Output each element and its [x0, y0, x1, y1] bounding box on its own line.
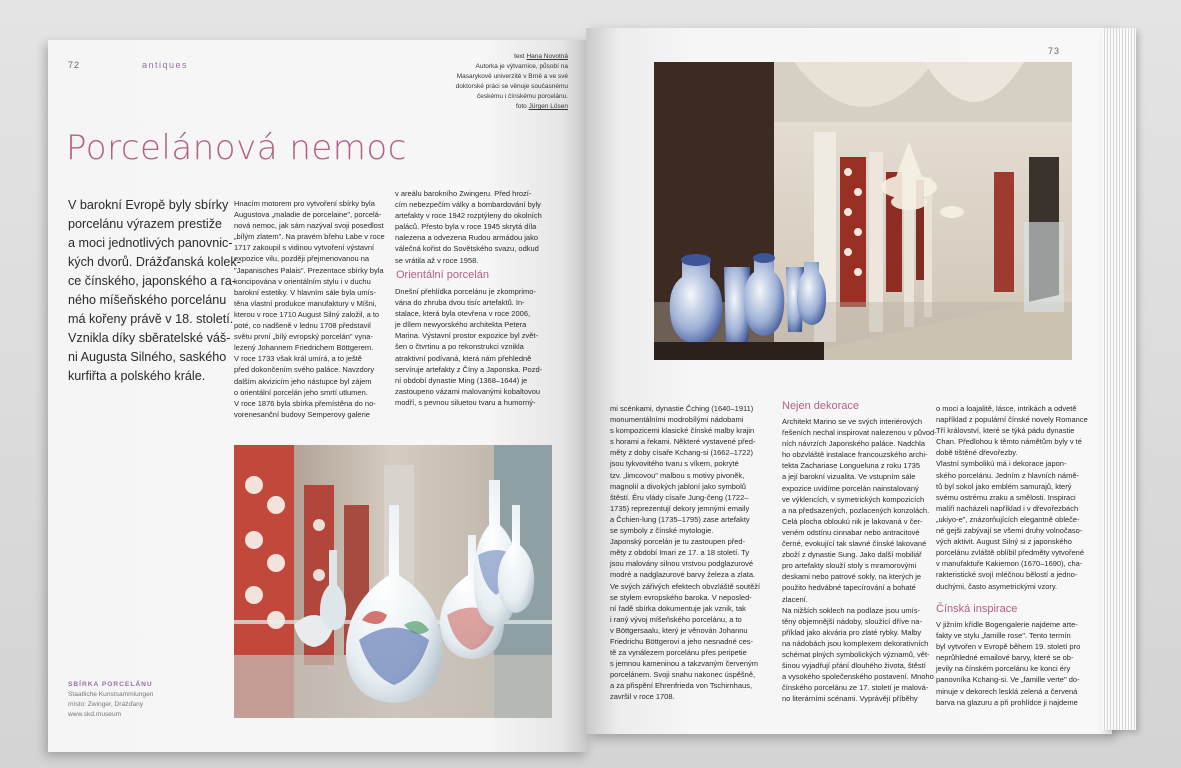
text-line: V roce 1876 byla sbírka přemístěna do no- [234, 398, 376, 408]
text-line: artefakty v roce 1942 rozptýleny do okolních [395, 211, 542, 221]
text-line: jsou malovány silnou vrstvou podglazurové [610, 559, 753, 569]
text-line: byl vytvořen v Evropě během 19. století pro [936, 642, 1081, 652]
text-line: ského porcelánu. Jedním z hlavních námě- [936, 470, 1079, 480]
text-line: vorenesanční budovy Semperovy galerie [234, 409, 370, 419]
text-line: završil v roce 1708. [610, 692, 675, 702]
text-line: koncipována v orientálním stylu i v duchu [234, 276, 371, 286]
text-line: s kompozicemi klasické čínské malby krajin [610, 426, 755, 436]
text-line: době tištěné dřevořezby. [936, 448, 1018, 458]
text-line: i raný vývoj míšeňského porcelánu, a to [610, 614, 742, 624]
text-line: lezený Johannem Friedrichem Böttgerem. [234, 343, 374, 353]
text-line: duchými, často asymetrickými vzory. [936, 581, 1058, 591]
text-line: modré a nadglazurové barvy železa a zlata. [610, 570, 756, 580]
text-line: štěstí. Éru vlády císaře Jung-čeng (1722– [610, 492, 749, 502]
text-line: měty z doby císaře Kchang-si (1662–1722) [610, 448, 753, 458]
text-line: schémat plných symbolických významů, vět- [782, 649, 930, 659]
text-line: nalezena a odvezena Rudou armádou jako [395, 233, 539, 243]
text-line: 1735) reprezentují dekory jemnými emaily [610, 503, 750, 513]
author-line [418, 52, 568, 62]
body-column-3-bottom [395, 286, 545, 408]
lead-line: ného míšeňského porcelánu [68, 293, 227, 307]
page-number-right: 73 [1048, 46, 1061, 56]
text-line: Chan. Předlohou k těmto námětům byly v té [936, 437, 1082, 447]
text-line: v areálu barokního Zwingeru. Před hrozí- [395, 189, 532, 198]
text-line: veném odstínu cinnabar nebo antracitové [782, 527, 920, 537]
text-line: Hnacím motorem pro vytvoření sbírky byla [234, 199, 375, 208]
text-line: nová nemoc, jak sám nazýval svoji posedlost [234, 221, 384, 231]
photo-label: foto [515, 103, 527, 110]
text-line: deskami nebo patrové sokly, na kterých je [782, 572, 922, 582]
text-line: Tří království, které se týká pádu dynastie [936, 426, 1075, 436]
text-line: se stylem evropského baroka. V neposled- [610, 592, 752, 602]
text-line: a vysokého společenského postavení. Mnoho [782, 672, 934, 682]
text-line: na nádobách jsou komplexem dekorativních [782, 638, 929, 648]
text-line: černé, evokující tak slavné čínské lakované [782, 539, 927, 549]
vases-photo [234, 445, 552, 718]
text-line: Augustova „maladie de porcelaine", porcelá- [234, 210, 382, 220]
page-stack-edges [1102, 28, 1136, 730]
text-line: válečná kořist do Sovětského svazu, odkud [395, 244, 539, 254]
text-line: a Čchien-lung (1735–1795) zase artefakty [610, 514, 750, 524]
article-title: Porcelánová nemoc [66, 128, 407, 168]
lead-line: ce čínského, japonského a ra- [68, 274, 237, 288]
text-line: kterou v roce 1710 August Silný založil, a to [234, 309, 380, 319]
text-line: neprůhledné emailové barvy, které se ob- [936, 653, 1074, 663]
text-line: dalším akvizicím jeho nástupce byl zájem [234, 376, 372, 386]
text-line: fakty ve stylu „famille rose". Tento termín [936, 631, 1071, 641]
text-line: rakteristické svojí mléčnou bělostí a jedno- [936, 570, 1078, 580]
text-line: Architekt Marino se ve svých interiérových [782, 417, 923, 426]
text-line: V jižním křídle Bogengalerie najdeme arte- [936, 620, 1078, 629]
text-line: je dílem newyorského architekta Petera [395, 320, 527, 330]
text-line: těna vlastní produkce manufaktury v Míšni, [234, 298, 377, 308]
page-number-left: 72 [68, 60, 81, 70]
text-line: světu první „bílý evropský porcelán" vyna- [234, 332, 373, 342]
text-line: a na předsazených, pozlacených konzolách. [782, 505, 930, 515]
text-line: a za přispění Ehrenfrieda von Tschirnhaus, [610, 681, 753, 691]
gallery-photo [654, 62, 1072, 360]
text-line: malíři nacházeli například i v dřevořezbách [936, 503, 1079, 513]
text-line: porcelánem. Svoji snahu nakonec úspěšně, [610, 670, 756, 680]
subhead-oriental: Orientální porcelán [396, 269, 489, 281]
text-line: atraktivní podívaná, která nám přehledně [395, 353, 532, 363]
text-line: v manufaktuře Kakiemon (1670–1690), cha- [936, 559, 1083, 569]
text-line: no literárními scénami. Vyprávějí příběhy [782, 694, 918, 704]
text-line: tě za vynálezem porcelánu přes peripetie [610, 648, 747, 658]
subhead-chinese: Čínská inspirace [936, 603, 1018, 615]
body-column-2 [234, 198, 384, 420]
text-line: zastoupeno vázami malovanými kobaltovou [395, 386, 541, 396]
subhead-decor: Nejen dekorace [782, 400, 860, 412]
text-line: před dokončením svého paláce. Navzdory [234, 365, 375, 375]
text-line: s jemnou kameninou a takzvaným červeným [610, 659, 758, 669]
caption-title: SBÍRKA PORCELÁNU [68, 681, 153, 688]
caption-line: místo: Zwinger, Drážďany [68, 701, 144, 708]
lead-line: ni Augusta Silného, saského [68, 350, 227, 364]
text-line: „ukiyo-e", znázorňujících elegantně obleče- [936, 514, 1080, 524]
caption-line: www.skd.museum [68, 711, 122, 718]
caption-lines [68, 690, 153, 720]
text-line: barokní estetiky. V hlavním sále byla umís- [234, 287, 377, 297]
text-line: paláců. Přesto byla v roce 1945 skrytá díla [395, 222, 537, 232]
text-line: Dnešní přehlídka porcelánu je zkomprimo- [395, 287, 536, 296]
text-line: panovníka Kchang-si. Ve „famille verte" do- [936, 675, 1080, 685]
text-line: „bílým zlatem". Na pravém břehu Labe v roce [234, 232, 385, 242]
author-name: Hana Novotná [526, 53, 568, 60]
text-line: Japonský porcelán je tu zastoupen před- [610, 537, 746, 547]
text-line: šen o čtvrtinu a po rekonstrukci vznikla [395, 342, 524, 352]
text-line: jsou tykvovitého tvaru s víkem, pokryté [610, 459, 739, 469]
text-line: tů byl sokol jako emblém samurajů, který [936, 481, 1072, 491]
bio-line: českému i čínskému porcelánu. [476, 93, 568, 100]
text-line: s horami a řekami. Některé vystavené před- [610, 437, 756, 447]
text-line: 1717 zakoupil s vidinou vytvoření výstavní [234, 243, 375, 253]
text-line: vána do zhruba dvou tisíc artefaktů. In- [395, 298, 525, 308]
text-line: porcelánu zvláště oblíbil předměty vytvořené [936, 548, 1084, 558]
text-line: a její barokní vizualita. Ve vstupním sále [782, 472, 916, 482]
text-line: se symboly z čínské mytologie. [610, 526, 714, 536]
text-line: Na nižších soklech na podlaze jsou umís- [782, 605, 920, 615]
body-column-3-top [395, 188, 545, 266]
right-body-column-3-bottom [936, 619, 1094, 708]
text-line: se vrátila až v roce 1958. [395, 255, 479, 265]
text-line: v Böttgersaalu, který je věnován Johannu [610, 625, 748, 635]
lead-line: a moci jednotlivých panovnic- [68, 236, 233, 250]
right-body-column-1 [610, 403, 770, 703]
author-bio [418, 62, 568, 102]
bio-line: doktorské práci se věnuje současnému [455, 83, 568, 90]
text-line: ních návrzích Japonského paláce. Nadchla [782, 439, 926, 449]
text-line: pro artefakty slouží stoly s mramorovými [782, 561, 917, 571]
bio-line: Autorka je výtvarnice, působí na [475, 63, 568, 70]
text-line: měty z období Imari ze 17. a 18 století. Ty [610, 548, 750, 558]
lead-line: Vznikla díky sběratelské váš- [68, 331, 231, 345]
text-line: cím nebezpečím války a bombardování byly [395, 200, 541, 210]
text-line: například z populární čínské novely Romance [936, 415, 1088, 425]
lead-line: kurfiřta a polského krále. [68, 369, 206, 383]
text-line: expozice vilu, později přejmenovanou na [234, 254, 370, 264]
text-line: zboží z dynastie Sung. Jako další mobiliář [782, 550, 922, 560]
caption-line: Staatliche Kunstsammlungen [68, 691, 154, 698]
text-line: monumentálními modrobílými nádobami [610, 415, 744, 425]
text-line: o moci a loajalitě, lásce, intrikách a odvetě [936, 404, 1077, 413]
bio-line: Masarykově univerzitě v Brně a ve své [456, 73, 568, 80]
text-line: ní řadě sbírka dokumentuje jak vznik, tak [610, 603, 746, 613]
photographer-line [418, 102, 568, 112]
text-line: svému ostrému zraku a smělosti. Inspiraci [936, 492, 1076, 502]
section-tag: antiques [142, 60, 189, 70]
text-line: mi scénkami, dynastie Čching (1640–1911) [610, 404, 754, 413]
text-line: Marina. Výstavní prostor expozice byl zvět- [395, 331, 538, 341]
text-line: servíruje artefakty z Číny a Japonska. Pozd- [395, 364, 543, 374]
text-line: zlacení. [782, 594, 808, 604]
text-line: minuje v dekorech lesklá zelená a červená [936, 686, 1078, 696]
text-line: poté, co nadšeně v lednu 1708 představil [234, 321, 371, 331]
text-line: ve výklencích, v symetrických kompozicích [782, 494, 925, 504]
lead-line: má kořeny právě v 18. století. [68, 312, 234, 326]
text-line: tekta Zachariase Longueluna z roku 1735 [782, 461, 921, 471]
text-line: ho obzvláště instalace francouzského archi- [782, 450, 928, 460]
text-line: použito hedvábné tapecírování a bohaté [782, 583, 916, 593]
right-page [586, 28, 1112, 734]
right-body-column-3-top [936, 403, 1094, 592]
text-line: expozice uvidíme porcelán nainstalovaný [782, 483, 919, 493]
text-line: Vlastní symbolikú má i dekorace japon- [936, 459, 1067, 469]
text-line: né gejši zabývají se všemi druhy volnočaso- [936, 526, 1083, 536]
text-line: "Japanisches Palais". Prezentace sbírky byla [234, 265, 384, 275]
text-line: ní období dynastie Ming (1368–1644) je [395, 375, 528, 385]
lead-line: V barokní Evropě byly sbírky [68, 198, 229, 212]
text-line: řešeních nechal inspirovat nalezenou v původ- [782, 428, 937, 438]
text-line: šinou vyjadřují přání dlouhého života, štěstí [782, 661, 926, 671]
text-label: text [514, 53, 525, 60]
text-line: Ve svých zářivých efektech obvzláště soutěží [610, 581, 761, 591]
text-line: vých aktivit. August Silný si z japonského [936, 537, 1072, 547]
lead-line: porcelánu výrazem prestiže [68, 217, 222, 231]
lead-line: kých dvorů. Drážďanská kolek- [68, 255, 241, 269]
text-line: tzv. „limcovou" malbou s motivy pivoněk, [610, 470, 745, 480]
text-line: těny objemnější nádoby, sloužící dříve na- [782, 616, 922, 626]
text-line: čínského porcelánu ze 17. století je malová- [782, 683, 929, 693]
text-line: Celá plocha obloukú nik je lakovaná v čer- [782, 516, 923, 526]
text-line: modří, s pevnou siluetou tvaru a humorný- [395, 397, 536, 407]
right-body-column-2 [782, 416, 940, 704]
photo-caption [68, 680, 153, 720]
text-line: o orientální porcelán jeho smrtí utlumen. [234, 387, 368, 397]
lead-paragraph [68, 196, 241, 386]
text-line: barva na glazuru a při prohlídce ji najdeme [936, 697, 1078, 707]
left-page [48, 40, 588, 752]
text-line: V roce 1733 však král umírá, a to ještě [234, 354, 362, 364]
photographer-name: Jürgen Lösen [528, 103, 568, 110]
text-line: příklad jako akvária pro zlaté rybky. Malby [782, 627, 922, 637]
text-line: magnolií a divokých jabloní jako symbolů [610, 481, 746, 491]
text-line: jevily na čínském porcelánu ke konci éry [936, 664, 1071, 674]
credits-block [418, 52, 568, 112]
text-line: Friedrichu Böttgerovi a jeho nesnadné ces- [610, 636, 753, 646]
text-line: stalace, která byla otevřena v roce 2006, [395, 309, 531, 319]
